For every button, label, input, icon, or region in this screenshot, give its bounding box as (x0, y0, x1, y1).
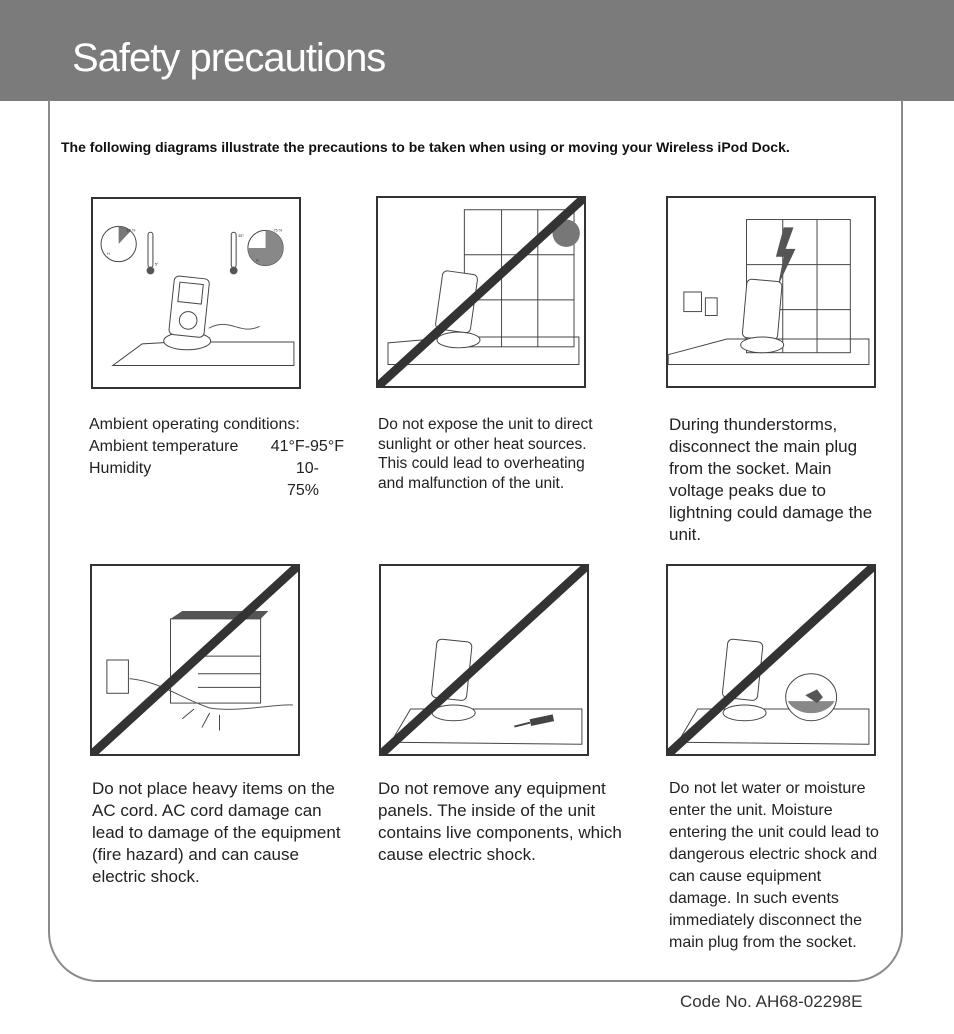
humidity-label: Humidity (89, 460, 152, 477)
remove-panels-caption: Do not remove any equipment panels. The inside of the unit contains live components, which cause electric shock. (378, 779, 622, 864)
humidity-low-h: H (106, 250, 110, 256)
remove-panels-illustration (379, 564, 589, 756)
water-moisture-caption: Do not let water or moisture enter the unit. Moisture entering the unit could lead to dangerous electric shock and can cause equipment damage. In such events immediately disconnect the main plug from the socket. (669, 780, 879, 951)
humidity-value: 10-75% (286, 460, 319, 499)
humidity-high-h: H (255, 257, 259, 263)
remove-panels-svg (381, 566, 587, 754)
humidity-low-label: 10 % (126, 227, 136, 233)
ambient-temp-value: 41°F-95°F (270, 438, 344, 455)
humidity-row (89, 458, 349, 502)
page-title: Safety precautions (72, 36, 386, 80)
heavy-items-caption: Do not place heavy items on the AC cord. AC cord damage can lead to damage of the equipment (fire hazard) and can cause electric shock. (92, 779, 341, 886)
ambient-svg (93, 199, 299, 387)
thunderstorm-caption: During thunderstorms, disconnect the main plug from the socket. Main voltage peaks due to lightning could damage the unit. (669, 415, 873, 544)
temp-low-label: 5° (154, 261, 159, 267)
ambient-temp-label: Ambient temperature (89, 438, 239, 455)
thunderstorm-svg (668, 198, 874, 386)
ambient-conditions-illustration (91, 197, 301, 389)
thunderstorm-illustration (666, 196, 876, 388)
ambient-caption (89, 414, 349, 502)
sunlight-illustration (376, 196, 586, 388)
humidity-high-label: 75 % (273, 227, 283, 233)
sunlight-svg (378, 198, 584, 386)
sunlight-caption: Do not expose the unit to direct sunlight or other heat sources. This could lead to overheating and malfunction of the unit. (378, 416, 593, 492)
water-moisture-svg (668, 566, 874, 754)
heavy-items-svg (92, 566, 298, 754)
header-bar (0, 0, 954, 101)
heavy-items-illustration (90, 564, 300, 756)
intro-text: The following diagrams illustrate the precautions to be taken when using or moving your Wireless iPod Dock. (61, 139, 790, 155)
ambient-temp-row (89, 436, 349, 458)
code-number: Code No. AH68-02298E (680, 992, 863, 1011)
ambient-caption-title: Ambient operating conditions: (89, 416, 300, 433)
temp-high-label: 35° (238, 233, 245, 239)
water-moisture-illustration (666, 564, 876, 756)
